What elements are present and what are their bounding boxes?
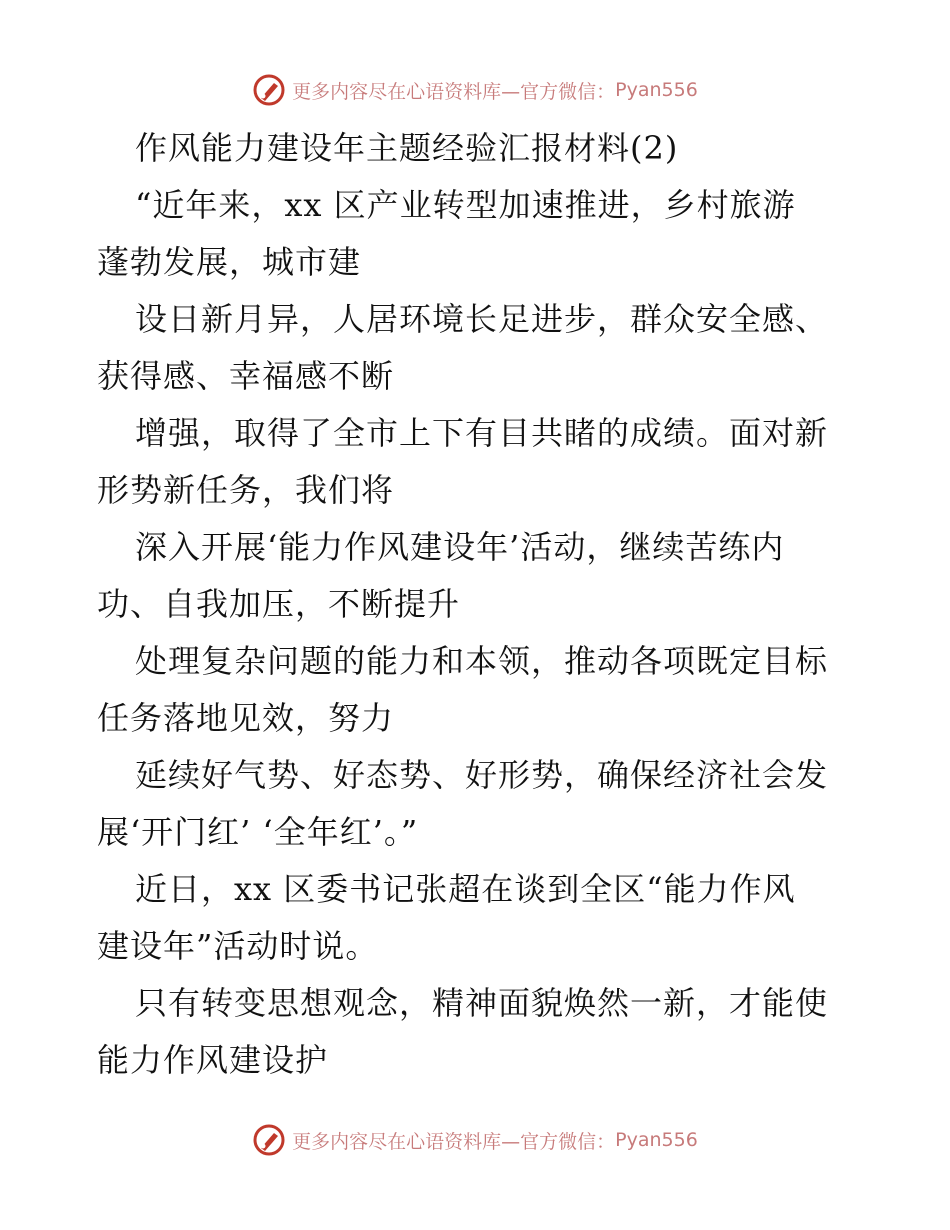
text-line: 深入开展‘能力作风建设年’活动，继续苦练内	[135, 528, 785, 566]
text-line: 增强，取得了全市上下有目共睹的成绩。面对新	[135, 414, 829, 452]
text-line: 延续好气势、好态势、好形势，确保经济社会发	[135, 756, 829, 794]
footer-banner	[0, 1120, 950, 1160]
text-line: 只有转变思想观念，精神面貌焕然一新，才能使	[135, 984, 829, 1022]
text-line: 处理复杂问题的能力和本领，推动各项既定目标	[135, 642, 829, 680]
text-line: 展‘开门红’ ‘全年红’。”	[97, 813, 419, 851]
banner-text: 更多内容尽在心语资料库—官方微信：	[292, 80, 616, 103]
text-line: 获得感、幸福感不断	[97, 357, 395, 395]
pen-logo-icon	[252, 73, 286, 107]
text-line: “近年来，xx 区产业转型加速推进，乡村旅游	[135, 186, 796, 224]
text-line: 建设年”活动时说。	[97, 927, 379, 965]
text-line: 设日新月异，人居环境长足进步，群众安全感、	[135, 300, 829, 338]
text-line: 近日，xx 区委书记张超在谈到全区“能力作风	[135, 870, 796, 908]
document-body	[97, 120, 857, 1089]
text-line: 任务落地见效，努力	[97, 699, 395, 737]
text-line: 蓬勃发展，城市建	[97, 243, 362, 281]
header-banner	[0, 70, 950, 110]
text-line: 能力作风建设护	[97, 1041, 329, 1079]
pen-logo-icon	[252, 1123, 286, 1157]
document-title: 作风能力建设年主题经验汇报材料(2)	[135, 129, 679, 167]
text-line: 形势新任务，我们将	[97, 471, 395, 509]
banner-contact: Pyan556	[615, 79, 698, 101]
banner-contact: Pyan556	[615, 1129, 698, 1151]
banner-text: 更多内容尽在心语资料库—官方微信：	[292, 1130, 616, 1153]
text-line: 功、自我加压，不断提升	[97, 585, 461, 623]
